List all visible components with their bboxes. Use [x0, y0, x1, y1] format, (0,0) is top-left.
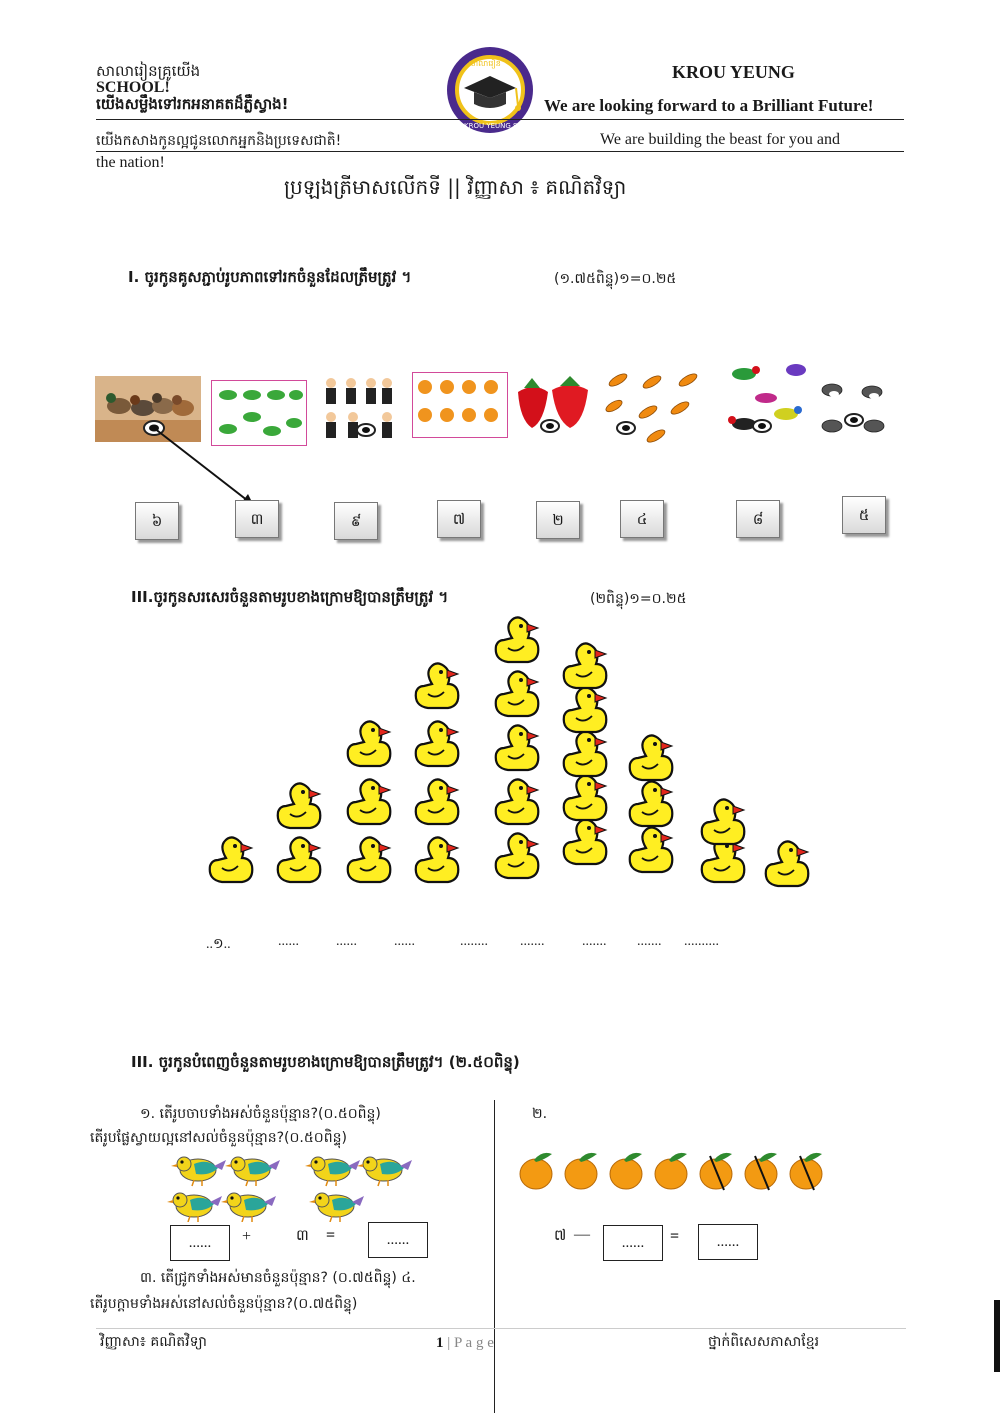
bird-icon	[221, 1193, 276, 1222]
duck-icon	[564, 687, 607, 732]
picture-butterflies[interactable]	[604, 370, 700, 450]
picture-strawberries[interactable]	[512, 376, 592, 436]
duck-icon	[278, 783, 321, 828]
section1-heading: I. ចូរកូនគូសភ្ជាប់រូបភាពទៅរកចំនួនដែលត្រឹមត្រូវ ។	[128, 268, 412, 286]
svg-text:សាលារៀន: សាលារៀន	[468, 59, 501, 68]
duck-icon	[210, 837, 253, 882]
duck-icon	[416, 779, 459, 824]
edge-mark	[994, 1300, 1000, 1372]
mangoes-group	[512, 1146, 832, 1196]
q2-answer-box-1[interactable]: ......	[603, 1225, 663, 1261]
number-box-7[interactable]: ៧	[437, 500, 481, 538]
q1-number-three: ៣	[296, 1226, 309, 1244]
subtitle-kh: យើងកសាងកូនល្អជូនលោកអ្នកនិងប្រទេសជាតិ!	[96, 133, 342, 149]
duck-icon	[416, 721, 459, 766]
footer-subject: វិញ្ញាសា៖ គណិតវិទ្យា	[100, 1334, 207, 1350]
q1-answer-box-1[interactable]: ......	[170, 1225, 230, 1261]
duck-icon	[564, 819, 607, 864]
duck-icon	[496, 779, 539, 824]
bird-icon	[357, 1157, 412, 1186]
section1-points: (១.៧៥ពិន្ទុ)១=០.២៥	[554, 271, 677, 287]
motto-en: We are looking forward to a Brilliant Future!	[544, 96, 874, 115]
number-box-5[interactable]: ៥	[842, 496, 886, 534]
duck-icon	[766, 841, 809, 886]
question-1: ១. តើរូបចាបទាំងអស់ចំនួនប៉ុន្មាន?(០.៥០ពិន្ទុ)	[140, 1106, 381, 1122]
q2-answer-box-2[interactable]: ......	[698, 1224, 758, 1260]
bird-icon	[171, 1157, 226, 1186]
birds-group	[160, 1148, 420, 1222]
section2-points: (២ពិន្ទុ)១=០.២៥	[590, 591, 687, 607]
picture-colorful-birds[interactable]	[722, 354, 814, 444]
number-box-3[interactable]: ៣	[235, 500, 279, 538]
number-box-2[interactable]: ២	[536, 501, 580, 539]
q2-equals-sign: =	[670, 1228, 680, 1245]
number-box-8[interactable]: ៨	[736, 500, 780, 538]
crossed-mango-icon	[700, 1153, 732, 1190]
school-logo	[438, 44, 542, 136]
footer-rule	[96, 1328, 906, 1329]
picture-tigers[interactable]	[412, 372, 508, 438]
duck-icon	[496, 833, 539, 878]
header-rule-1	[96, 119, 904, 120]
duck-icon	[416, 837, 459, 882]
duck-pyramid	[0, 600, 1000, 900]
duck-icon	[348, 779, 391, 824]
page-number: 1	[436, 1335, 444, 1351]
question-2: តើរូបផ្លែស្វាយល្អនៅសល់ចំនួនប៉ុន្មាន?(០.៥០ពិន្ទុ)	[90, 1130, 347, 1146]
mango-icon	[565, 1153, 597, 1189]
number-box-4[interactable]: ៤	[620, 500, 664, 538]
duck-icon	[348, 837, 391, 882]
answer-blank-1[interactable]: ..១..	[206, 937, 231, 952]
duck-icon	[496, 725, 539, 770]
header-rule-2	[96, 151, 904, 152]
mango-icon	[520, 1153, 552, 1189]
mango-icon	[610, 1153, 642, 1189]
mango-icon	[655, 1153, 687, 1189]
question-2-number: ២.	[532, 1106, 548, 1122]
answer-blank-4[interactable]: ......	[394, 934, 415, 949]
duck-icon	[630, 735, 673, 780]
subtitle-en: We are building the beast for you and	[600, 131, 840, 148]
q2-number-seven: ៧	[554, 1226, 567, 1244]
svg-text:KROU YEUNG SCHOOL: KROU YEUNG SCHOOL	[464, 122, 542, 130]
duck-icon	[416, 663, 459, 708]
answer-blank-8[interactable]: .......	[637, 934, 662, 949]
q1-plus-sign: +	[242, 1228, 252, 1245]
duck-icon	[278, 837, 321, 882]
number-box-9[interactable]: ៩	[334, 502, 378, 540]
exam-title: ប្រឡងត្រីមាសលើកទី || វិញ្ញាសា ៖ គណិតវិទ្យា	[284, 175, 627, 199]
duck-icon	[564, 731, 607, 776]
duck-icon	[564, 775, 607, 820]
subtitle-en-cont: the nation!	[96, 154, 165, 171]
duck-icon	[702, 799, 745, 844]
answer-blank-2[interactable]: ......	[278, 934, 299, 949]
bird-icon	[309, 1193, 364, 1222]
crossed-mango-icon	[790, 1153, 822, 1190]
page-word: P a g e	[454, 1335, 494, 1351]
motto-kh: យើងសម្លឹងទៅរកអនាគតដ៏ភ្លឺស្វាង!	[96, 95, 289, 113]
answer-blank-6[interactable]: .......	[520, 934, 545, 949]
question-3: ៣. តើជ្រូកទាំងអស់មានចំនួនប៉ុន្មាន? (០.៧៥ពិន្ទុ) ៤.	[140, 1270, 416, 1286]
q1-equals-sign: =	[326, 1227, 336, 1244]
answer-blank-7[interactable]: .......	[582, 934, 607, 949]
school-label-en: SCHOOL!	[96, 79, 170, 96]
page-separator: |	[443, 1335, 455, 1351]
bird-icon	[167, 1193, 222, 1222]
crossed-mango-icon	[745, 1153, 777, 1190]
bird-icon	[225, 1157, 280, 1186]
answer-blank-9[interactable]: ..........	[684, 934, 719, 949]
duck-icon	[564, 643, 607, 688]
duck-icon	[496, 671, 539, 716]
section2-heading: III.ចូរកូនសរសេរចំនួនតាមរូបខាងក្រោមឱ្យបានត្រឹមត្រូវ ។	[131, 588, 449, 606]
duck-icon	[348, 721, 391, 766]
picture-sparrows[interactable]	[818, 372, 888, 444]
q1-answer-box-2[interactable]: ......	[368, 1222, 428, 1258]
answer-blank-5[interactable]: ........	[460, 934, 488, 949]
q2-minus-sign: —	[574, 1226, 590, 1243]
column-divider	[494, 1100, 495, 1413]
answer-blank-3[interactable]: ......	[336, 934, 357, 949]
duck-icon	[496, 617, 539, 662]
duck-icon	[630, 781, 673, 826]
school-name-kh: សាលារៀនគ្រូយើង	[96, 62, 201, 80]
bird-icon	[305, 1157, 360, 1186]
footer-class: ថ្នាក់ពិសេសភាសាខ្មែរ	[708, 1334, 820, 1350]
picture-businessmen[interactable]	[318, 374, 398, 444]
section3-heading: III. ចូរកូនបំពេញចំនួនតាមរូបខាងក្រោមឱ្យបានត្រឹមត្រូវ។ (២.៥០ពិន្ទុ)	[131, 1053, 520, 1071]
footer-page	[436, 1335, 494, 1352]
number-box-6[interactable]: ៦	[135, 502, 179, 540]
question-4: តើរូបក្តាមទាំងអស់នៅសល់ចំនួនប៉ុន្មាន?(០.៧៥ពិន្ទុ)	[90, 1296, 358, 1312]
school-name-en: KROU YEUNG	[672, 62, 795, 82]
duck-icon	[630, 827, 673, 872]
